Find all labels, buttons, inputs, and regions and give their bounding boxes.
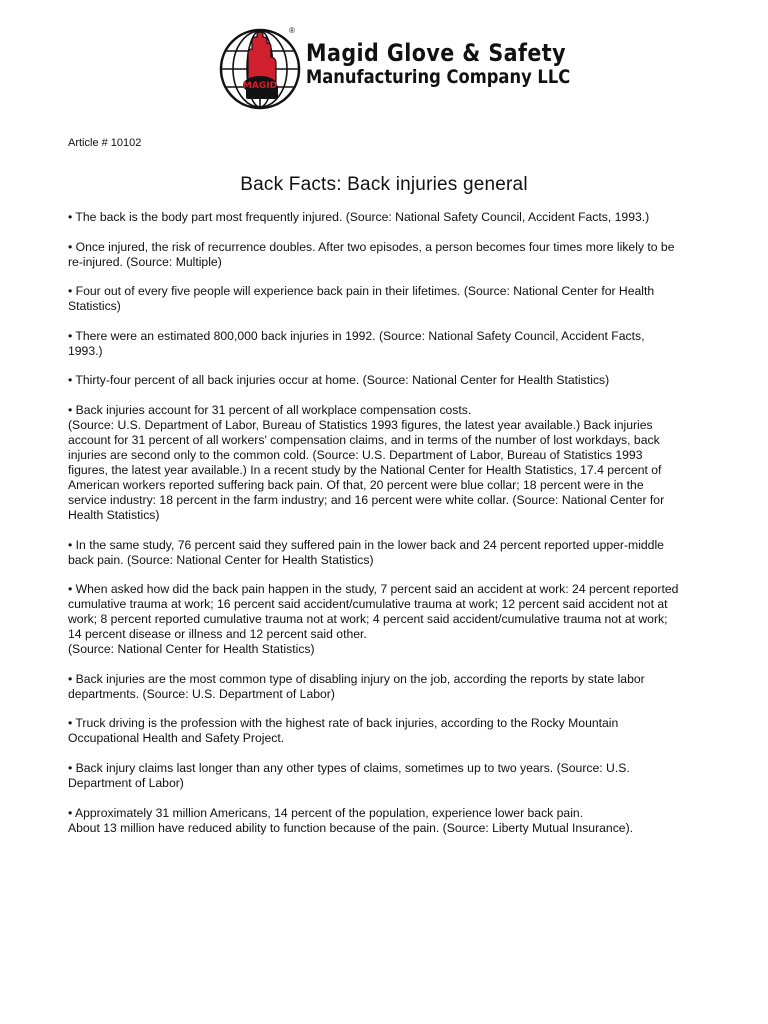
list-item: • Back injuries are the most common type of disabling injury on the job, according the reports by state labor departments. (Source: U.S. Department of Labor) xyxy=(68,671,645,701)
list-item: • When asked how did the back pain happen in the study, 7 percent said an accident at work: 24 percent reported cumulative trauma at work; 16 percent said accident/cumulative trauma at work; 12 percent said accident not at work; 8 percent reported cumulative trauma not at work; 4 percent said accident/cumulative trauma not at work; 14 percent disease or illness and 12 percent said other. (Source: National Center for Health Statistics) xyxy=(68,582,679,657)
registered-mark: ® xyxy=(289,26,295,35)
logo-text: MAGID xyxy=(242,81,278,91)
page-title: Back Facts: Back injuries general xyxy=(240,174,528,195)
list-item: • Approximately 31 million Americans, 14 percent of the population, experience lower back pain. About 13 million have reduced ability to function because of the pain. (Source: Liberty Mutual Insurance). xyxy=(68,805,634,835)
list-item: • Back injury claims last longer than any other types of claims, sometimes up to two years. (Source: U.S. Department of Labor) xyxy=(68,760,630,790)
list-item: • Truck driving is the profession with the highest rate of back injuries, according to the Rocky Mountain Occupational Health and Safety Project. xyxy=(68,716,619,746)
list-item: • Thirty-four percent of all back injuries occur at home. (Source: National Center for Health Statistics) xyxy=(68,373,610,388)
list-item: • There were an estimated 800,000 back injuries in 1992. (Source: National Safety Council, Accident Facts, 1993.) xyxy=(68,328,645,358)
company-header xyxy=(218,26,571,113)
article-number: Article # 10102 xyxy=(68,137,142,149)
list-item: • In the same study, 76 percent said they suffered pain in the lower back and 24 percent reported upper-middle back pain. (Source: National Center for Health Statistics) xyxy=(68,537,664,567)
list-item: • Back injuries account for 31 percent of all workplace compensation costs. (Source: U.S. Department of Labor, Bureau of Statistics 1993 figures, the latest year available.) Back injuries account for 31 percent of all workers' compensation claims, and in terms of the number of lost workdays, back injuries are second only to the common cold. (Source: U.S. Department of Labor, Bureau of Statistics 1993 figures, the latest year available.) In a recent study by the National Center for Health Statistics, 17.4 percent of American workers reported suffering back pain. Of that, 20 percent were blue collar; 18 percent were in the service industry: 18 percent in the farm industry; and 16 percent were white collar. (Source: National Center for Health Statistics) xyxy=(68,402,665,522)
facts-list xyxy=(68,210,708,850)
list-item: • Four out of every five people will experience back pain in their lifetimes. (Source: National Center for Health Statistics) xyxy=(68,284,655,314)
company-name xyxy=(306,41,613,87)
company-name-line2: Manufacturing Company LLC xyxy=(306,66,571,88)
magid-logo xyxy=(218,27,302,111)
list-item: • Once injured, the risk of recurrence doubles. After two episodes, a person becomes four times more likely to be re-injured. (Source: Multiple) xyxy=(68,239,675,269)
list-item: • The back is the body part most frequently injured. (Source: National Safety Council, Accident Facts, 1993.) xyxy=(68,210,650,224)
company-name-line1: Magid Glove & Safety xyxy=(306,39,566,67)
